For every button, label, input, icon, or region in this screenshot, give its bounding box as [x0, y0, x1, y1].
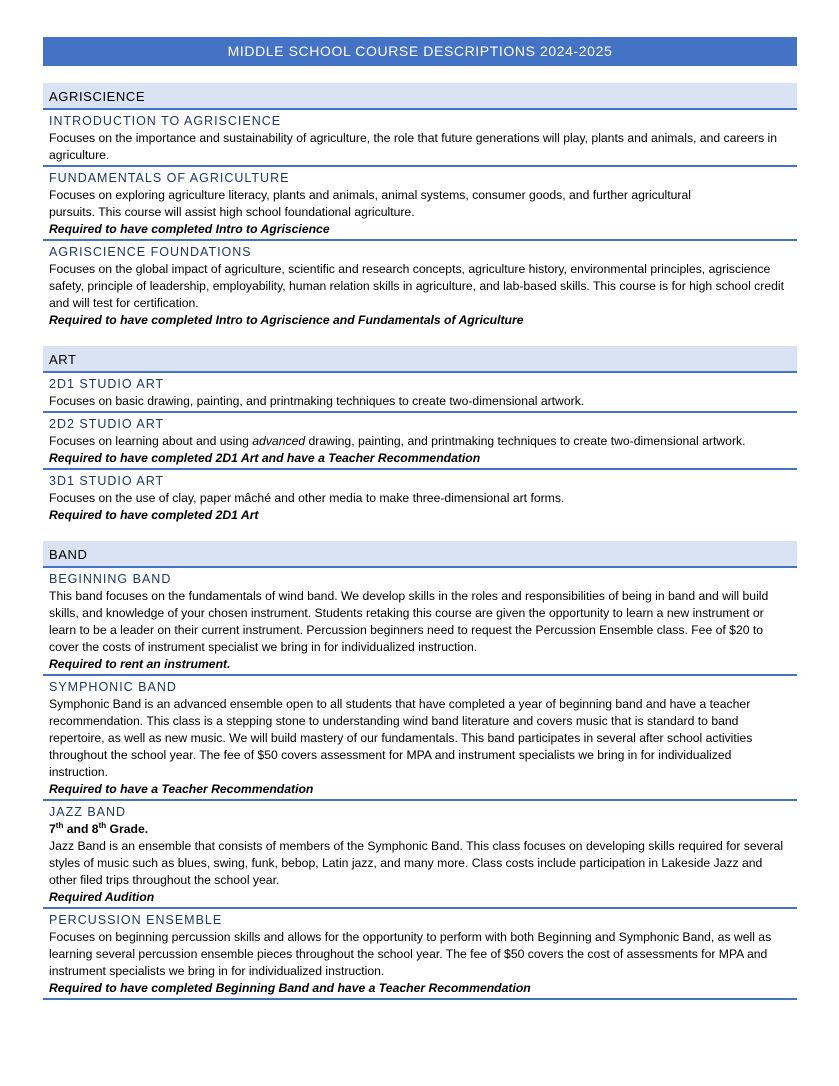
course-grade-level	[49, 821, 791, 838]
course-description: Focuses on beginning percussion skills and allows for the opportunity to perform with both Beginning and Symphonic Band, as well as learning several percussion ensemble pieces throughout the school year. The fee of $50 covers the cost of assessments for MPA and instrument specialists we bring in for individualized instruction.	[49, 930, 772, 978]
course-beginning-band	[43, 568, 797, 676]
course-title: 2D2 STUDIO ART	[49, 417, 165, 431]
description-text: drawing, painting, and printmaking techniques to create two-dimensional artwork.	[305, 434, 746, 448]
document-title: MIDDLE SCHOOL COURSE DESCRIPTIONS 2024-2025	[43, 37, 797, 66]
course-requirement: Required to have completed Intro to Agriscience	[49, 222, 330, 236]
section-art	[43, 346, 797, 525]
course-listing	[43, 83, 797, 1016]
course-title: JAZZ BAND	[49, 805, 127, 819]
grade-suffix: th	[55, 820, 64, 830]
course-title: AGRISCIENCE FOUNDATIONS	[49, 245, 252, 259]
course-requirement: Required to have completed Beginning Band and have a Teacher Recommendation	[49, 981, 531, 995]
section-header: AGRISCIENCE	[43, 83, 797, 110]
section-header: BAND	[43, 541, 797, 568]
course-description: Focuses on the global impact of agriculture, scientific and research concepts, agriculture history, environmental principles, agriscience safety, principle of leadership, employability, human relation skills in agriculture, and lab-based skills. This course is for high school credit and will test for certification.	[49, 262, 784, 310]
course-title: INTRODUCTION TO AGRISCIENCE	[49, 114, 282, 128]
course-requirement: Required Audition	[49, 890, 155, 904]
course-requirement: Required to have completed 2D1 Art	[49, 508, 259, 522]
section-header: ART	[43, 346, 797, 373]
course-description: Symphonic Band is an advanced ensemble open to all students that have completed a year of beginning band and have a teacher recommendation. This class is a stepping stone to understanding wind band literature and covers music that is standard to band repertoire, as well as new music. We will build mastery of our fundamentals. This band participates in several after school activities throughout the school year. The fee of $50 covers assessment for MPA and instrument specialists we bring in for individualized instruction.	[49, 697, 753, 779]
course-2d2-studio-art	[43, 413, 797, 470]
course-description: Focuses on basic drawing, painting, and printmaking techniques to create two-dimensional artwork.	[49, 394, 585, 408]
course-title: 3D1 STUDIO ART	[49, 474, 165, 488]
course-intro-agriscience	[43, 110, 797, 167]
grade-text: Grade.	[106, 822, 149, 836]
course-jazz-band	[43, 801, 797, 909]
course-requirement: Required to have a Teacher Recommendation	[49, 782, 314, 796]
course-description: Jazz Band is an ensemble that consists of members of the Symphonic Band. This class focuses on developing skills required for several styles of music such as blues, swing, funk, bebop, Latin jazz, and many more. Class costs include participation in Lakeside Jazz and other filed trips throughout the school year.	[49, 839, 784, 887]
course-title: BEGINNING BAND	[49, 572, 172, 586]
course-description: This band focuses on the fundamentals of wind band. We develop skills in the roles and responsibilities of being in band and will build skills, and knowledge of your chosen instrument. Students retaking this course are given the opportunity to learn a new instrument or learn to be a leader on their current instrument. Percussion beginners need to request the Percussion Ensemble class. Fee of $20 to cover the costs of instrument specialist we bring in for individualized instruction.	[49, 589, 769, 654]
course-2d1-studio-art	[43, 373, 797, 413]
course-description: Focuses on the importance and sustainability of agriculture, the role that future generations will play, plants and animals, and careers in agriculture.	[49, 131, 778, 162]
course-agriscience-foundations	[43, 241, 797, 330]
course-symphonic-band	[43, 676, 797, 801]
course-3d1-studio-art	[43, 470, 797, 525]
grade-suffix: th	[98, 820, 107, 830]
course-description: Focuses on the use of clay, paper mâché and other media to make three-dimensional art forms.	[49, 491, 565, 505]
section-band	[43, 541, 797, 1000]
course-description: Focuses on exploring agriculture literacy, plants and animals, animal systems, consumer goods, and further agricultural pursuits. This course will assist high school foundational agriculture.	[49, 188, 691, 219]
course-percussion-ensemble	[43, 909, 797, 1000]
course-description	[49, 433, 791, 450]
course-fundamentals-agriculture	[43, 167, 797, 241]
section-agriscience	[43, 83, 797, 330]
course-title: FUNDAMENTALS OF AGRICULTURE	[49, 171, 290, 185]
course-title: SYMPHONIC BAND	[49, 680, 177, 694]
course-requirement: Required to rent an instrument.	[49, 657, 231, 671]
course-requirement: Required to have completed Intro to Agriscience and Fundamentals of Agriculture	[49, 313, 524, 327]
grade-text: and 8	[63, 822, 99, 836]
course-requirement: Required to have completed 2D1 Art and have a Teacher Recommendation	[49, 451, 481, 465]
description-text: Focuses on learning about and using	[49, 434, 253, 448]
description-emphasis: advanced	[252, 434, 306, 448]
grade-text: 7	[49, 822, 56, 836]
course-title: 2D1 STUDIO ART	[49, 377, 165, 391]
course-title: PERCUSSION ENSEMBLE	[49, 913, 223, 927]
